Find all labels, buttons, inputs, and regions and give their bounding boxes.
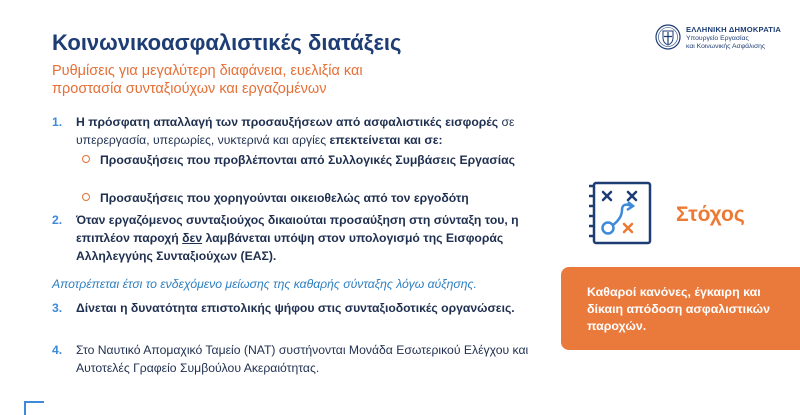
list-number: 1.	[52, 115, 63, 129]
sub-item-text: Προσαυξήσεις που χορηγούνται οικειοθελώς από τον εργοδότη	[100, 191, 469, 205]
item-1-bold: Η πρόσφατη απαλλαγή των προσαυξήσεων από ασφαλιστικές εισφορές	[76, 115, 499, 129]
page-title: Κοινωνικοασφαλιστικές διατάξεις	[52, 30, 402, 55]
list-item-text	[76, 113, 556, 149]
page-subtitle: Ρυθμίσεις για μεγαλύτερη διαφάνεια, ευελιξία και προστασία συνταξιούχων και εργαζομένων	[52, 63, 363, 97]
item-2-underlined: δεν	[182, 231, 203, 245]
logo-ministry-name-2: και Κοινωνικής Ασφάλισης	[686, 43, 766, 50]
goal-text: Καθαροί κανόνες, έγκαιρη και δίκαιη απόδοση ασφαλιστικών παροχών.	[587, 285, 770, 333]
item-2-part-2: λαμβάνεται υπόψη στον υπολογισμό της Εισφοράς Αλληλεγγύης Συνταξιούχων (ΕΑΣ).	[76, 231, 504, 263]
ministry-logo	[655, 24, 790, 58]
list-item-text: Δίνεται η δυνατότητα επιστολικής ψήφου στις συνταξιοδοτικές οργανώσεις.	[76, 301, 515, 315]
logo-line-1: ΕΛΛΗΝΙΚΗ ΔΗΜΟΚΡΑΤΙΑ	[686, 25, 782, 34]
greek-emblem-icon	[655, 24, 681, 50]
list-number: 3.	[52, 301, 63, 315]
strategy-board-icon	[588, 178, 658, 248]
goal-label: Στόχος	[676, 203, 745, 226]
note-text: Αποτρέπεται έτσι το ενδεχόμενο μείωσης της καθαρής σύνταξης λόγω αύξησης.	[52, 277, 477, 291]
sub-item-text: Προσαυξήσεις που προβλέπονται από Συλλογικές Συμβάσεις Εργασίας	[100, 153, 515, 167]
list-number: 4.	[52, 343, 63, 357]
list-number: 2.	[52, 213, 63, 227]
goal-box	[561, 267, 800, 350]
logo-line-2	[686, 35, 765, 51]
item-1-regular: σε υπερεργασία, υπερωρίες, νυκτερινά και αργίες	[76, 115, 515, 147]
list-item-text: Στο Ναυτικό Απομαχικό Ταμείο (ΝΑΤ) συστήνονται Μονάδα Εσωτερικού Ελέγχου και Αυτοτελές Γραφείο Συμβούλου Ακεραιότητας.	[76, 343, 529, 375]
circle-bullet-icon	[82, 193, 90, 201]
circle-bullet-icon	[82, 155, 90, 163]
logo-ministry-name: Υπουργείο Εργασίας	[686, 35, 749, 42]
item-2-part-1: Όταν εργαζόμενος συνταξιούχος δικαιούται προσαύξηση στη σύνταξη του, η επιπλέον παροχή	[76, 213, 519, 245]
list-item-text	[76, 211, 556, 265]
item-1-bold-end: επεκτείνεται και σε:	[329, 133, 443, 147]
